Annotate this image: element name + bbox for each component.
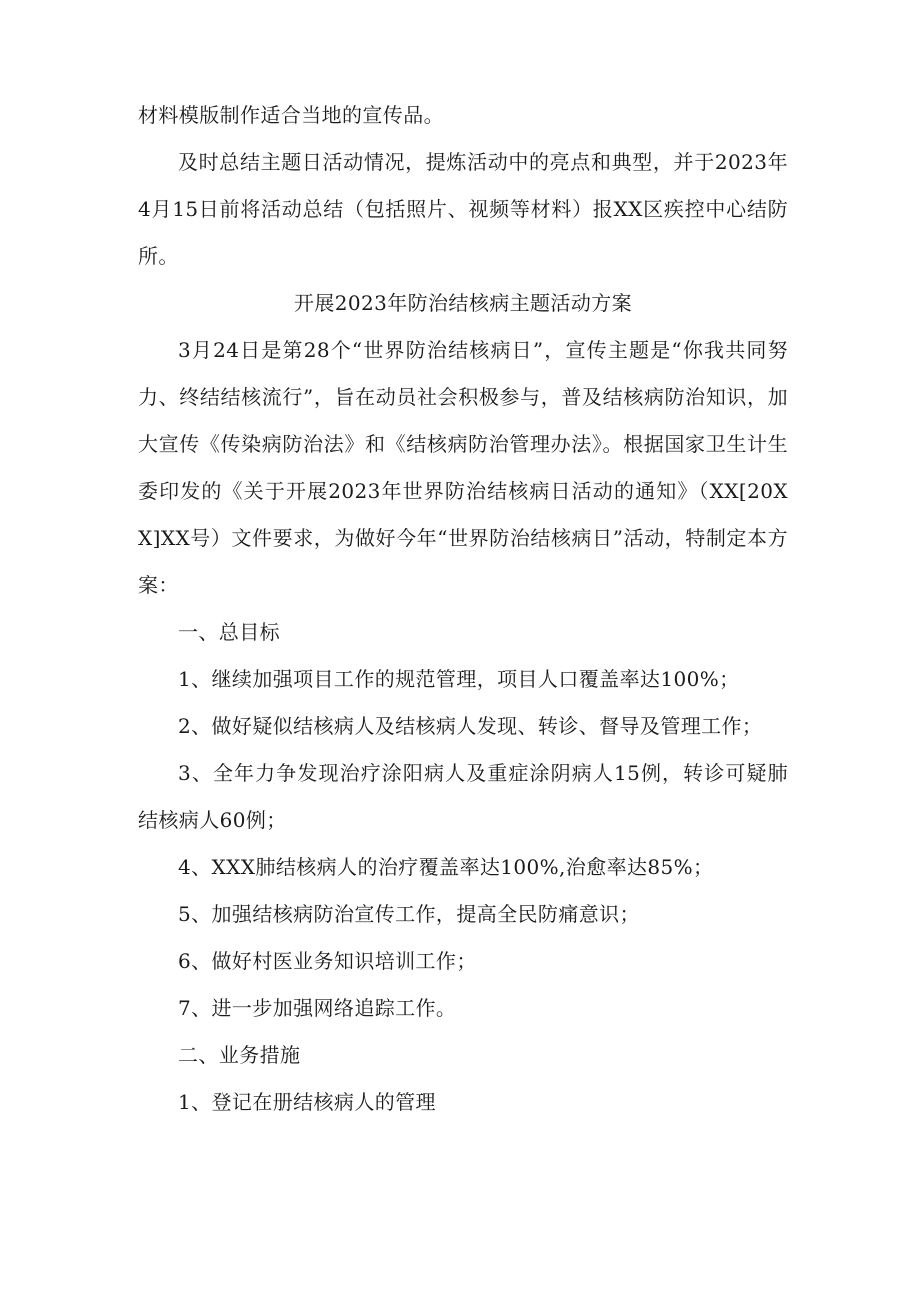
paragraph-introduction: 3月24日是第28个“世界防治结核病日”，宣传主题是“你我共同努力、终结结核流行”，旨在动员社会积极参与，普及结核病防治知识，加大宣传《传染病防治法》和《结核病防治管理办法》。根据国家卫生计生委印发的《关于开展2023年世界防治结核病日活动的通知》（XX[20XX]XX号）文件要求，为做好今年“世界防治结核病日”活动，特制定本方案： bbox=[138, 338, 788, 597]
paragraph-materials-template: 材料模版制作适合当地的宣传品。 bbox=[138, 103, 444, 127]
goal-item-2: 2、做好疑似结核病人及结核病人发现、转诊、督导及管理工作； bbox=[178, 714, 763, 738]
goal-item-7: 7、进一步加强网络追踪工作。 bbox=[178, 996, 457, 1020]
goal-item-5: 5、加强结核病防治宣传工作，提高全民防痛意识； bbox=[178, 902, 640, 926]
heading-overall-goals: 一、总目标 bbox=[178, 620, 280, 644]
goal-item-3: 3、全年力争发现治疗涂阳病人及重症涂阴病人15例，转诊可疑肺结核病人60例； bbox=[138, 761, 788, 832]
document-body bbox=[138, 92, 788, 1126]
paragraph-summary-deadline: 及时总结主题日活动情况，提炼活动中的亮点和典型，并于2023年4月15日前将活动总结（包括照片、视频等材料）报XX区疾控中心结防所。 bbox=[138, 150, 788, 268]
section-title: 开展2023年防治结核病主题活动方案 bbox=[293, 291, 633, 315]
goal-item-6: 6、做好村医业务知识培训工作； bbox=[178, 949, 477, 973]
measure-item-1: 1、登记在册结核病人的管理 bbox=[178, 1090, 436, 1114]
heading-business-measures: 二、业务措施 bbox=[178, 1043, 301, 1067]
goal-item-1: 1、继续加强项目工作的规范管理，项目人口覆盖率达100%； bbox=[178, 667, 740, 691]
goal-item-4: 4、XXX肺结核病人的治疗覆盖率达100%,治愈率达85%； bbox=[178, 855, 714, 879]
